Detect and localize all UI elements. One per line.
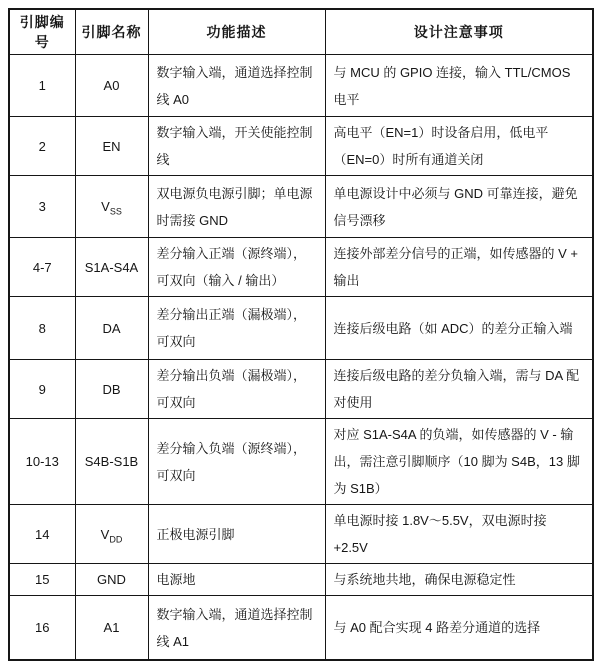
- table-row-pin-16: [9, 596, 593, 661]
- cell-pin-number: 4-7: [9, 238, 75, 297]
- header-pin-number: 引脚编号: [9, 9, 75, 55]
- header-pin-name: 引脚名称: [75, 9, 148, 55]
- cell-design-note: 连接后级电路（如 ADC）的差分正输入端: [325, 297, 593, 360]
- cell-function: 双电源负电源引脚；单电源时需接 GND: [148, 176, 325, 238]
- cell-function: 差分输入负端（源终端），可双向: [148, 419, 325, 505]
- cell-design-note: 与系统地共地，确保电源稳定性: [325, 564, 593, 596]
- table-row-pin-1: [9, 55, 593, 117]
- cell-pin-name: A0: [75, 55, 148, 117]
- cell-pin-name: $V_{DD}$: [75, 505, 148, 564]
- header-function: 功能描述: [148, 9, 325, 55]
- cell-pin-number: 16: [9, 596, 75, 661]
- table-row-pins-10-13: [9, 419, 593, 505]
- cell-pin-name: S4B-S1B: [75, 419, 148, 505]
- cell-design-note: 与 A0 配合实现 4 路差分通道的选择: [325, 596, 593, 661]
- cell-function: 数字输入端，开关使能控制线: [148, 117, 325, 176]
- cell-pin-name: S1A-S4A: [75, 238, 148, 297]
- cell-pin-number: 15: [9, 564, 75, 596]
- header-design-notes: 设计注意事项: [325, 9, 593, 55]
- table-row-pin-8: [9, 297, 593, 360]
- table-row-pin-9: [9, 360, 593, 419]
- table-row-pin-3: [9, 176, 593, 238]
- cell-pin-name: GND: [75, 564, 148, 596]
- table-header-row: [9, 9, 593, 55]
- cell-pin-number: 9: [9, 360, 75, 419]
- cell-design-note: 对应 S1A-S4A 的负端，如传感器的 V - 输出，需注意引脚顺序（10 脚为 S4B，13 脚为 S1B）: [325, 419, 593, 505]
- table-row-pin-14: [9, 505, 593, 564]
- cell-design-note: 高电平（EN=1）时设备启用，低电平（EN=0）时所有通道关闭: [325, 117, 593, 176]
- cell-design-note: 与 MCU 的 GPIO 连接，输入 TTL/CMOS 电平: [325, 55, 593, 117]
- cell-pin-name: EN: [75, 117, 148, 176]
- table-row-pin-2: [9, 117, 593, 176]
- cell-pin-number: 14: [9, 505, 75, 564]
- cell-design-note: 连接后级电路的差分负输入端，需与 DA 配对使用: [325, 360, 593, 419]
- cell-pin-name: DA: [75, 297, 148, 360]
- table-row-pins-4-7: [9, 238, 593, 297]
- cell-pin-name: $V_{SS}$: [75, 176, 148, 238]
- cell-pin-number: 10-13: [9, 419, 75, 505]
- cell-design-note: 单电源设计中必须与 GND 可靠连接，避免信号漂移: [325, 176, 593, 238]
- pin-description-table: [8, 8, 594, 661]
- cell-function: 数字输入端，通道选择控制线 A0: [148, 55, 325, 117]
- cell-pin-number: 3: [9, 176, 75, 238]
- cell-function: 差分输出负端（漏极端），可双向: [148, 360, 325, 419]
- cell-function: 差分输入正端（源终端），可双向（输入 / 输出）: [148, 238, 325, 297]
- cell-pin-number: 8: [9, 297, 75, 360]
- cell-design-note: 连接外部差分信号的正端，如传感器的 V + 输出: [325, 238, 593, 297]
- cell-function: 正极电源引脚: [148, 505, 325, 564]
- table-row-pin-15: [9, 564, 593, 596]
- cell-design-note: 单电源时接 1.8V～5.5V，双电源时接 +2.5V: [325, 505, 593, 564]
- cell-pin-name: DB: [75, 360, 148, 419]
- cell-pin-number: 2: [9, 117, 75, 176]
- cell-function: 差分输出正端（漏极端），可双向: [148, 297, 325, 360]
- cell-function: 数字输入端，通道选择控制线 A1: [148, 596, 325, 661]
- cell-pin-name: A1: [75, 596, 148, 661]
- cell-function: 电源地: [148, 564, 325, 596]
- cell-pin-number: 1: [9, 55, 75, 117]
